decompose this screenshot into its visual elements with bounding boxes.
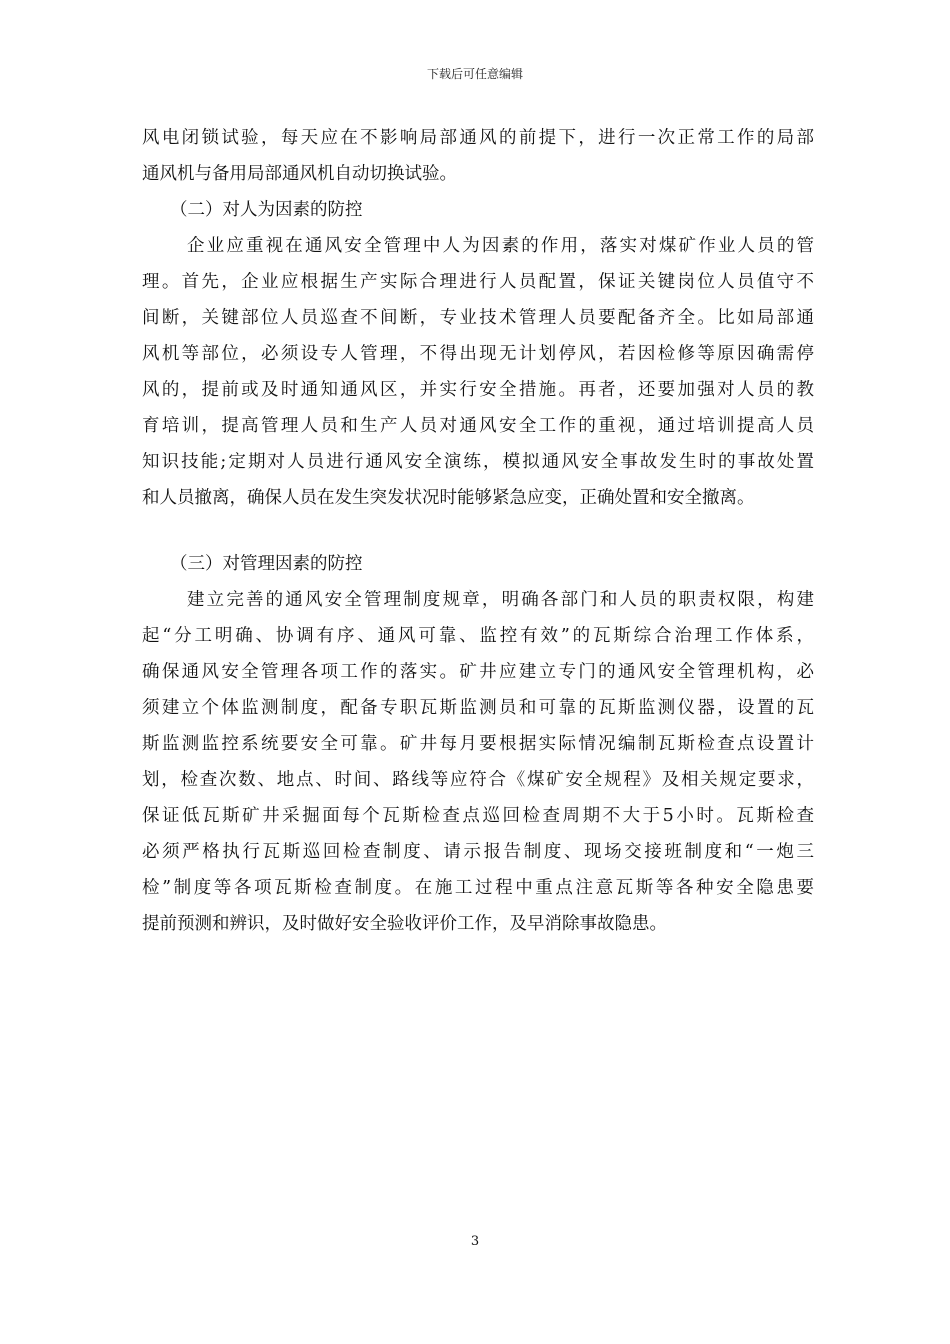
paragraph-3 [142,582,814,942]
text-line: 划，检查次数、地点、时间、路线等应符合《煤矿安全规程》及相关规定要求， [142,770,814,790]
text-line: 检”制度等各项瓦斯检查制度。在施工过程中重点注意瓦斯等各种安全隐患要 [142,878,814,898]
text-line: 理。首先，企业应根据生产实际合理进行人员配置，保证关键岗位人员值守不 [142,272,814,292]
page-header: 下载后可任意编辑 [426,67,523,81]
text-line: 起“分工明确、协调有序、通风可靠、监控有效”的瓦斯综合治理工作体系， [142,626,814,646]
paragraph-1 [142,120,814,192]
text-line: 风电闭锁试验，每天应在不影响局部通风的前提下，进行一次正常工作的局部 [142,128,814,148]
paragraph-gap [142,516,814,546]
page-number: 3 [470,1234,480,1249]
text-line: 企业应重视在通风安全管理中人为因素的作用，落实对煤矿作业人员的管 [187,236,814,256]
text-line: 斯监测监控系统要安全可靠。矿井每月要根据实际情况编制瓦斯检查点设置计 [142,734,814,754]
text-line: 通风机与备用局部通风机自动切换试验。 [142,164,457,184]
text-line: 知识技能;定期对人员进行通风安全演练，模拟通风安全事故发生时的事故处置 [142,452,814,472]
text-line: 育培训，提高管理人员和生产人员对通风安全工作的重视，通过培训提高人员 [142,416,814,436]
text-line: 和人员撤离，确保人员在发生突发状况时能够紧急应变，正确处置和安全撤离。 [142,488,755,508]
text-line: 建立完善的通风安全管理制度规章，明确各部门和人员的职责权限，构建 [187,590,814,610]
text-line: 间断，关键部位人员巡查不间断，专业技术管理人员要配备齐全。比如局部通 [142,308,814,328]
text-line: 提前预测和辨识，及时做好安全验收评价工作，及早消除事故隐患。 [142,914,667,934]
text-line: 确保通风安全管理各项工作的落实。矿井应建立专门的通风安全管理机构，必 [142,662,814,682]
section-heading-2: （二）对人为因素的防控 [170,200,363,220]
text-line: 风的，提前或及时通知通风区，并实行安全措施。再者，还要加强对人员的教 [142,380,814,400]
text-line: 须建立个体监测制度，配备专职瓦斯监测员和可靠的瓦斯监测仪器，设置的瓦 [142,698,814,718]
text-line: 必须严格执行瓦斯巡回检查制度、请示报告制度、现场交接班制度和“一炮三 [142,842,814,862]
text-line: 保证低瓦斯矿井采掘面每个瓦斯检查点巡回检查周期不大于5小时。瓦斯检查 [142,806,814,826]
text-line: 风机等部位，必须设专人管理，不得出现无计划停风，若因检修等原因确需停 [142,344,814,364]
paragraph-2 [142,228,814,516]
section-heading-3: （三）对管理因素的防控 [170,554,363,574]
document-body [142,120,814,942]
